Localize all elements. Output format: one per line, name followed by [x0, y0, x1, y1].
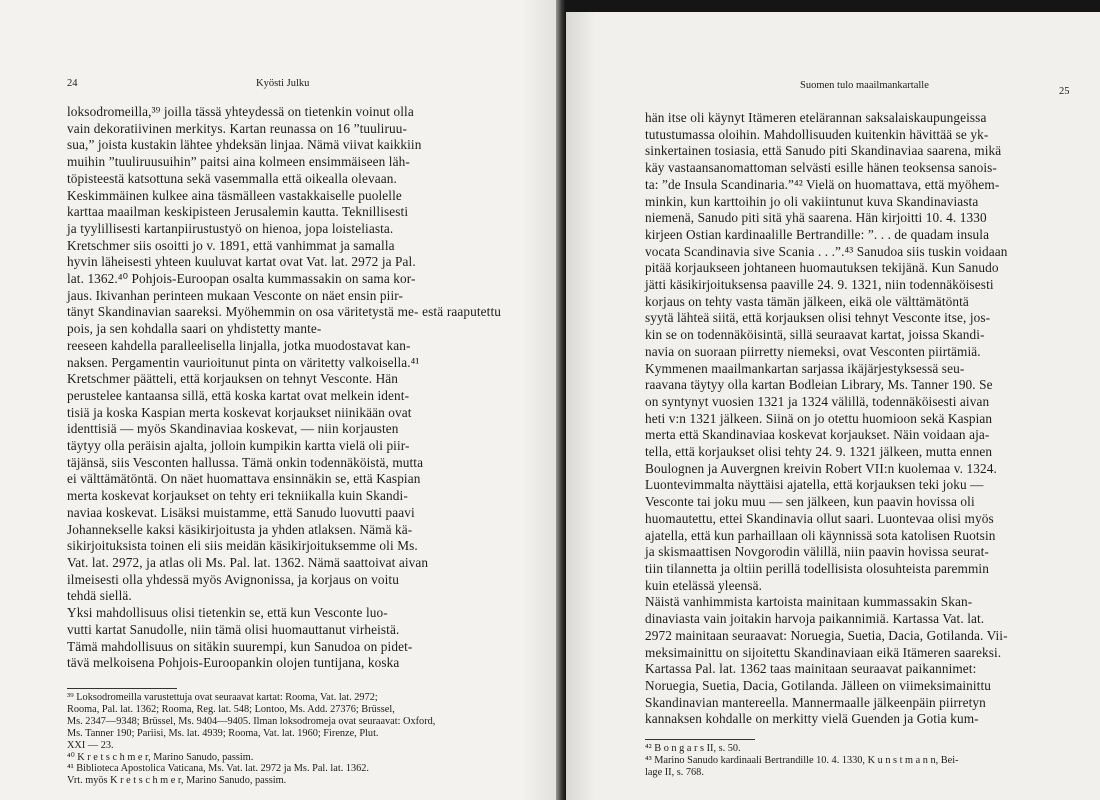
body-text: hän itse oli käynyt Itämeren etelärannan saksalaiskaupungeissa tutustumassa oloihin. Mahdollisuuden kuitenkin hävittää se yk- sinkertainen tosiasia, että Sanudo piti Skandinaviaa saarena, mikä käy vastaansanomattoman selvästi esille hänen teoksensa sanois- ta: ”de Insula Scandinaria.”⁴² Vielä on huomattava, että myöhem- minkin, kun karttoihin jo oli vakiintunut kuva Skandinaviasta niemenä, Sanudo piti sitä yhä saarena. Hän kirjoitti 10. 4. 1330 kirjeen Ostian kardinaalille Bertrandille: ”. . . de quadam insula vocata Scandinavia sive Scania . . .”.⁴³ Sanudoa siis tuskin voidaan pitää korjaukseen johtaneen huomautuksen tekijänä. Kun Sanudo jätti käsikirjoituksensa paaville 24. 9. 1321, niin todennäköisesti korjaus on tehty vasta tämän jälkeen, eikä ole välttämätöntä syytä lähteä siitä, että korjauksen olisi tehnyt Vesconte itse, jos- kin se on todennäköisintä, sillä seuraavat kartat, joissa Skandi- navia on suoraan piirretty niemeksi, ovat Vesconten piirtämiä. Kymmenen maailmankartan sarjassa ikäjärjestyksessä seu- raavana täytyy olla kartan Bodleian Library, Ms. Tanner 190. Se on syntynyt vuosien 1321 ja 1324 välillä, todennäköisesti aivan heti v:n 1321 jälkeen. Siinä on jo otettu huomioon sekä Kaspian merta että Skandinaviaa koskevat korjaukset. Näin voidaan aja- tella, että korjaukset olisi tehty 24. 9. 1321 jälkeen, mutta ennen Boulognen ja Auvergnen kreivin Robert VII:n kuolemaa v. 1324. Luontevimmalta näyttäisi ajatella, että korjauksen teki joku — Vesconte tai joku muu — sen jälkeen, kun paavin hovissa oli huomautettu, ettei Skandinavia ollut saari. Luontevaa olisi myös ajatella, että kun parhaillaan oli käynnissä sota katolisen Ruotsin ja skismaattisen Novgorodin välillä, niin paavin hovissa seurat- tiin tilannetta ja oltiin perillä todellisista olosuhteista paremmin kuin etelässä yleensä. Näistä vanhimmista kartoista mainitaan kummassakin Skan- dinaviasta vain joitakin harvoja paikannimiä. Kartassa Vat. lat. 2972 mainitaan seuraavat: Noruegia, Suetia, Dacia, Gotilanda. Vii- meksimainittu on sijoitettu Skandinaviaan eikä Itämeren saareksi. Kartassa Pal. lat. 1362 taas mainitaan seuraavat paikannimet: Noruegia, Suetia, Dacia, Gotilanda. Jälleen on viimeksimainittu Skandinavian mantereella. Mannermaalle jälkeenpäin piirretyn kannaksen kohdalle on merkitty vielä Guenden ja Gotia kum-	[645, 110, 1008, 727]
footnote-rule	[645, 739, 755, 740]
footnotes: ⁴² B o n g a r s II, s. 50. ⁴³ Marino Sanudo kardinaali Bertrandille 10. 4. 1330, K u n s t m a n n, Bei- lage II, s. 768.	[645, 743, 959, 778]
right-page	[566, 0, 1100, 800]
scan-edge	[566, 0, 1100, 12]
running-head: Suomen tulo maailmankartalle	[800, 80, 929, 91]
book-gutter	[556, 0, 566, 800]
footnotes: ³⁹ Loksodromeilla varustettuja ovat seuraavat kartat: Rooma, Vat. lat. 2972; Rooma, Pal. lat. 1362; Rooma, Reg. lat. 548; Lontoo, Ms. Add. 27376; Brüssel, Ms. 2347—9348; Brüssel, Ms. 9404—9405. Ilman loksodromeja ovat seuraavat: Oxford, Ms. Tanner 190; Pariisi, Ms. lat. 4939; Rooma, Vat. lat. 1960; Firenze, Plut. XXI — 23. ⁴⁰ K r e t s c h m e r, Marino Sanudo, passim. ⁴¹ Biblioteca Apostolica Vaticana, Ms. Vat. lat. 2972 ja Ms. Pal. lat. 1362. Vrt. myös K r e t s c h m e r, Marino Sanudo, passim.	[67, 692, 436, 787]
running-head: Kyösti Julku	[256, 78, 310, 89]
body-text: loksodromeilla,³⁹ joilla tässä yhteydessä on tietenkin voinut olla vain dekoratiivinen merkitys. Kartan reunassa on 16 ”tuuliruu- sua,” joista kustakin lähtee yhdeksän linjaa. Nämä viivat kaikkiin muihin ”tuuliruusuihin” paitsi aina kolmeen ensimmäiseen läh- töpisteestä katsottuna sekä vasemmalla että oikealla olevaan. Keskimmäinen kulkee aina täsmälleen vastakkaiselle puolelle karttaa maailman keskipisteen Jerusalemin kautta. Teknillisesti ja tyylillisesti kartanpiirustustyö on hienoa, jopa loisteliasta. Kretschmer siis osoitti jo v. 1891, että vanhimmat ja samalla hyvin läheisesti yhteen kuuluvat kartat ovat Vat. lat. 2972 ja Pal. lat. 1362.⁴⁰ Pohjois-Euroopan osalta kummassakin on sama kor- jaus. Ikivanhan perinteen mukaan Vesconte on näet ensin piir- tänyt Skandinavian saareksi. Myöhemmin on osa väritetystä me- estä raaputettu pois, ja sen kohdalla saari on yhdistetty mante- reeseen kahdella paralleelisella linjalla, jotka muodostavat kan- naksen. Pergamentin vaurioitunut pinta on väritetty valkoisella.⁴¹ Kretschmer päätteli, että korjauksen on tehnyt Vesconte. Hän perustelee kantaansa sillä, että koska kartat ovat melkein ident- tisiä ja koska Kaspian merta koskevat korjaukset niinikään ovat identtisiä — myös Skandinaviaa koskevat, — niin korjausten täytyy olla peräisin ajalta, jolloin kumpikin kartta vielä oli piir- täjänsä, siis Vesconten hallussa. Tämä onkin todennäköistä, mutta ei välttämätöntä. On näet huomattava ensinnäkin se, että Kaspian merta koskevat korjaukset on tehty eri tekniikalla kuin Skandi- naviaa koskevat. Lisäksi muistamme, että Sanudo luovutti paavi Johannekselle kaksi käsikirjoitusta ja yhden atlaksen. Nämä kä- sikirjoituksista toinen eli siis meidän käsikirjoituksemme oli Ms. Vat. lat. 2972, ja atlas oli Ms. Pal. lat. 1362. Nämä saattoivat aivan ilmeisesti olla yhdessä myös Avignonissa, ja korjaus on voitu tehdä siellä. Yksi mahdollisuus olisi tietenkin se, että kun Vesconte luo- vutti kartat Sanudolle, niin tämä olisi huomauttanut virheistä. Tämä mahdollisuus on sitäkin suurempi, kun Sanudoa on pidet- tävä melkoisena Pohjois-Euroopankin olojen tuntijana, koska	[67, 104, 501, 671]
page-number: 25	[1059, 86, 1070, 97]
footnote-rule	[67, 688, 177, 689]
page-number: 24	[67, 78, 78, 89]
